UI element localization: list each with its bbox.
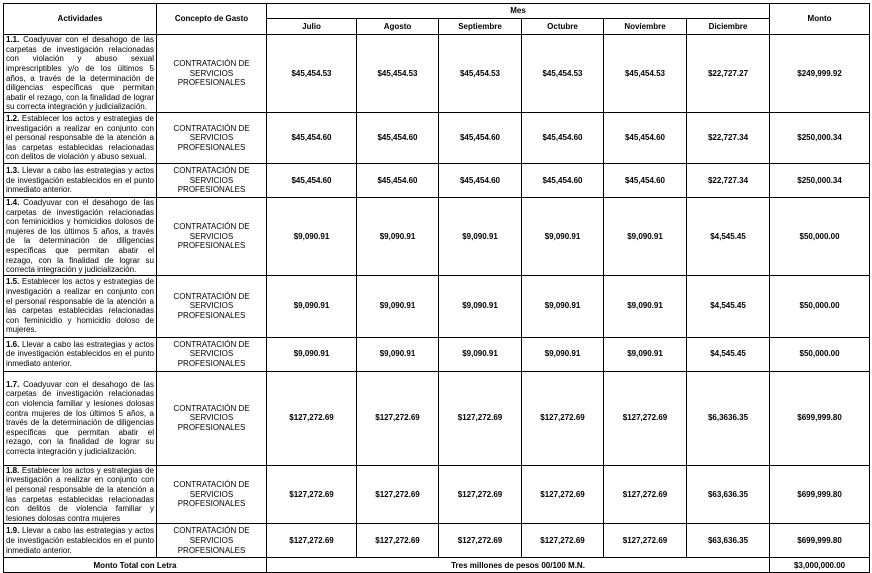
month-amount-cell: $9,090.91 — [439, 198, 522, 276]
header-month: Diciembre — [687, 19, 770, 35]
month-amount-cell: $45,454.60 — [267, 113, 357, 164]
month-amount-cell: $45,454.60 — [357, 113, 439, 164]
header-month: Septiembre — [439, 19, 522, 35]
month-amount-cell: $22,727.27 — [687, 35, 770, 113]
table-row — [4, 371, 870, 465]
header-month: Noviembre — [604, 19, 687, 35]
activity-cell — [4, 371, 157, 465]
month-amount-cell: $9,090.91 — [267, 337, 357, 371]
row-amount-cell: $699,999.80 — [770, 371, 870, 465]
activity-text: Coadyuvar con el desahogo de las carpetas de investigación relacionadas con violencia familiar y lesiones dolosas contra mujeres de los últimos 5 años, a través de la determinación de diligencias específicas que permitan abatir el rezago, con la finalidad de lograr su correcta integración y judicialización. — [6, 379, 154, 457]
month-amount-cell: $127,272.69 — [439, 465, 522, 524]
month-amount-cell: $127,272.69 — [439, 371, 522, 465]
activity-text: Llevar a cabo las estrategias y actos de investigación establecidos en el punto inmediato anterior. — [6, 526, 154, 555]
month-amount-cell: $9,090.91 — [604, 337, 687, 371]
month-amount-cell: $127,272.69 — [267, 371, 357, 465]
total-amount: $3,000,000.00 — [770, 558, 870, 573]
month-amount-cell: $9,090.91 — [522, 275, 604, 337]
activity-text: Coadyuvar con el desahogo de las carpetas de investigación relacionadas con feminicidios y homicidios dolosos de mujeres de los últimos 5 años, a través de la determinación de diligencias específicas que permitan abatir el rezago, con la finalidad de lograr su correcta integración y judicialización. — [6, 198, 154, 275]
month-amount-cell: $45,454.60 — [522, 164, 604, 198]
month-amount-cell: $45,454.53 — [267, 35, 357, 113]
month-amount-cell: $9,090.91 — [357, 275, 439, 337]
row-amount-cell: $50,000.00 — [770, 198, 870, 276]
concept-cell: CONTRATACIÓN DE SERVICIOS PROFESIONALES — [157, 371, 267, 465]
activity-number: 1.1. — [6, 35, 20, 45]
month-amount-cell: $45,454.60 — [439, 113, 522, 164]
activity-number: 1.5. — [6, 277, 20, 287]
concept-cell: CONTRATACIÓN DE SERVICIOS PROFESIONALES — [157, 337, 267, 371]
activity-text: Llevar a cabo las estrategias y actos de investigación establecidos en el punto inmediato anterior. — [6, 166, 154, 195]
header-month: Agosto — [357, 19, 439, 35]
month-amount-cell: $45,454.60 — [439, 164, 522, 198]
activity-number: 1.9. — [6, 526, 20, 536]
concept-cell: CONTRATACIÓN DE SERVICIOS PROFESIONALES — [157, 113, 267, 164]
table-body — [4, 35, 870, 558]
concept-cell: CONTRATACIÓN DE SERVICIOS PROFESIONALES — [157, 198, 267, 276]
month-amount-cell: $63,636.35 — [687, 465, 770, 524]
month-amount-cell: $127,272.69 — [522, 465, 604, 524]
header-month: Julio — [267, 19, 357, 35]
month-amount-cell: $9,090.91 — [267, 275, 357, 337]
month-amount-cell: $127,272.69 — [357, 371, 439, 465]
row-amount-cell: $249,999.92 — [770, 35, 870, 113]
month-amount-cell: $45,454.53 — [439, 35, 522, 113]
activity-number: 1.2. — [6, 114, 20, 124]
month-amount-cell: $9,090.91 — [267, 198, 357, 276]
total-letter: Tres millones de pesos 00/100 M.N. — [267, 558, 770, 573]
concept-cell: CONTRATACIÓN DE SERVICIOS PROFESIONALES — [157, 524, 267, 558]
activity-number: 1.6. — [6, 339, 20, 349]
concept-cell: CONTRATACIÓN DE SERVICIOS PROFESIONALES — [157, 465, 267, 524]
row-amount-cell: $250,000.34 — [770, 164, 870, 198]
month-amount-cell: $9,090.91 — [439, 275, 522, 337]
month-amount-cell: $127,272.69 — [604, 465, 687, 524]
row-amount-cell: $50,000.00 — [770, 275, 870, 337]
month-amount-cell: $9,090.91 — [357, 198, 439, 276]
row-amount-cell: $50,000.00 — [770, 337, 870, 371]
row-amount-cell: $699,999.80 — [770, 465, 870, 524]
activity-text: Establecer los actos y estrategias de investigación a realizar en conjunto con el personal responsable de la atención a las carpetas establecidas relacionadas con delitos de violación y abuso sexual. — [6, 114, 154, 162]
month-amount-cell: $127,272.69 — [357, 465, 439, 524]
month-amount-cell: $45,454.60 — [604, 164, 687, 198]
header-amount: Monto — [770, 4, 870, 35]
activity-number: 1.7. — [6, 379, 20, 389]
month-amount-cell: $127,272.69 — [522, 524, 604, 558]
month-amount-cell: $45,454.60 — [267, 164, 357, 198]
table-row — [4, 113, 870, 164]
activity-text: Establecer los actos y estrategias de investigación a realizar en conjunto con el personal responsable de la atención a las carpetas establecidas relacionadas con delitos de violencia familiar y lesiones dolosas contra mujeres — [6, 465, 154, 523]
budget-table — [3, 3, 870, 573]
header-concept: Concepto de Gasto — [157, 4, 267, 35]
month-amount-cell: $45,454.53 — [604, 35, 687, 113]
month-amount-cell: $9,090.91 — [522, 337, 604, 371]
activity-cell — [4, 275, 157, 337]
table-row — [4, 337, 870, 371]
activity-cell — [4, 198, 157, 276]
header-month: Octubre — [522, 19, 604, 35]
month-amount-cell: $45,454.60 — [522, 113, 604, 164]
concept-cell: CONTRATACIÓN DE SERVICIOS PROFESIONALES — [157, 164, 267, 198]
row-amount-cell: $699,999.80 — [770, 524, 870, 558]
month-amount-cell: $9,090.91 — [522, 198, 604, 276]
month-amount-cell: $6,3636.35 — [687, 371, 770, 465]
activity-text: Llevar a cabo las estrategias y actos de investigación establecidos en el punto inmediato anterior. — [6, 339, 154, 369]
table-row — [4, 524, 870, 558]
total-label: Monto Total con Letra — [4, 558, 267, 573]
month-amount-cell: $45,454.60 — [604, 113, 687, 164]
month-amount-cell: $22,727.34 — [687, 113, 770, 164]
month-amount-cell: $127,272.69 — [604, 524, 687, 558]
total-row — [4, 558, 870, 573]
month-amount-cell: $4,545.45 — [687, 275, 770, 337]
month-amount-cell: $4,545.45 — [687, 198, 770, 276]
month-amount-cell: $127,272.69 — [267, 465, 357, 524]
month-amount-cell: $9,090.91 — [604, 198, 687, 276]
activity-text: Establecer los actos y estrategias de investigación a realizar en conjunto con el personal responsable de la atención a las carpetas establecidas relacionadas con feminicidio y homicidio doloso de mujeres. — [6, 277, 154, 335]
row-amount-cell: $250,000.34 — [770, 113, 870, 164]
month-amount-cell: $45,454.53 — [357, 35, 439, 113]
month-amount-cell: $127,272.69 — [522, 371, 604, 465]
activity-cell — [4, 35, 157, 113]
header-activities: Actividades — [4, 4, 157, 35]
month-amount-cell: $127,272.69 — [604, 371, 687, 465]
month-amount-cell: $127,272.69 — [439, 524, 522, 558]
month-amount-cell: $4,545.45 — [687, 337, 770, 371]
table-row — [4, 35, 870, 113]
activity-number: 1.4. — [6, 198, 20, 207]
table-row — [4, 198, 870, 276]
concept-cell: CONTRATACIÓN DE SERVICIOS PROFESIONALES — [157, 35, 267, 113]
table-row — [4, 164, 870, 198]
month-amount-cell: $63,636.35 — [687, 524, 770, 558]
activity-cell — [4, 113, 157, 164]
activity-cell — [4, 465, 157, 524]
activity-cell — [4, 337, 157, 371]
activity-number: 1.8. — [6, 465, 20, 475]
month-amount-cell: $9,090.91 — [357, 337, 439, 371]
month-amount-cell: $45,454.60 — [357, 164, 439, 198]
table-row — [4, 465, 870, 524]
table-row — [4, 275, 870, 337]
month-amount-cell: $9,090.91 — [604, 275, 687, 337]
activity-text: Coadyuvar con el desahogo de las carpetas de investigación relacionadas con violación y abuso sexual imprescriptibles y/o de los últimos 5 años, a través de la determinación de diligencias específicas que permitan abatir el rezago, con la finalidad de lograr su correcta integración y judicialización. — [6, 35, 154, 112]
concept-cell: CONTRATACIÓN DE SERVICIOS PROFESIONALES — [157, 275, 267, 337]
header-month-group: Mes — [267, 4, 770, 19]
month-amount-cell: $22,727.34 — [687, 164, 770, 198]
activity-cell — [4, 524, 157, 558]
month-amount-cell: $9,090.91 — [439, 337, 522, 371]
month-amount-cell: $127,272.69 — [267, 524, 357, 558]
activity-cell — [4, 164, 157, 198]
month-amount-cell: $127,272.69 — [357, 524, 439, 558]
activity-number: 1.3. — [6, 166, 20, 176]
month-amount-cell: $45,454.53 — [522, 35, 604, 113]
